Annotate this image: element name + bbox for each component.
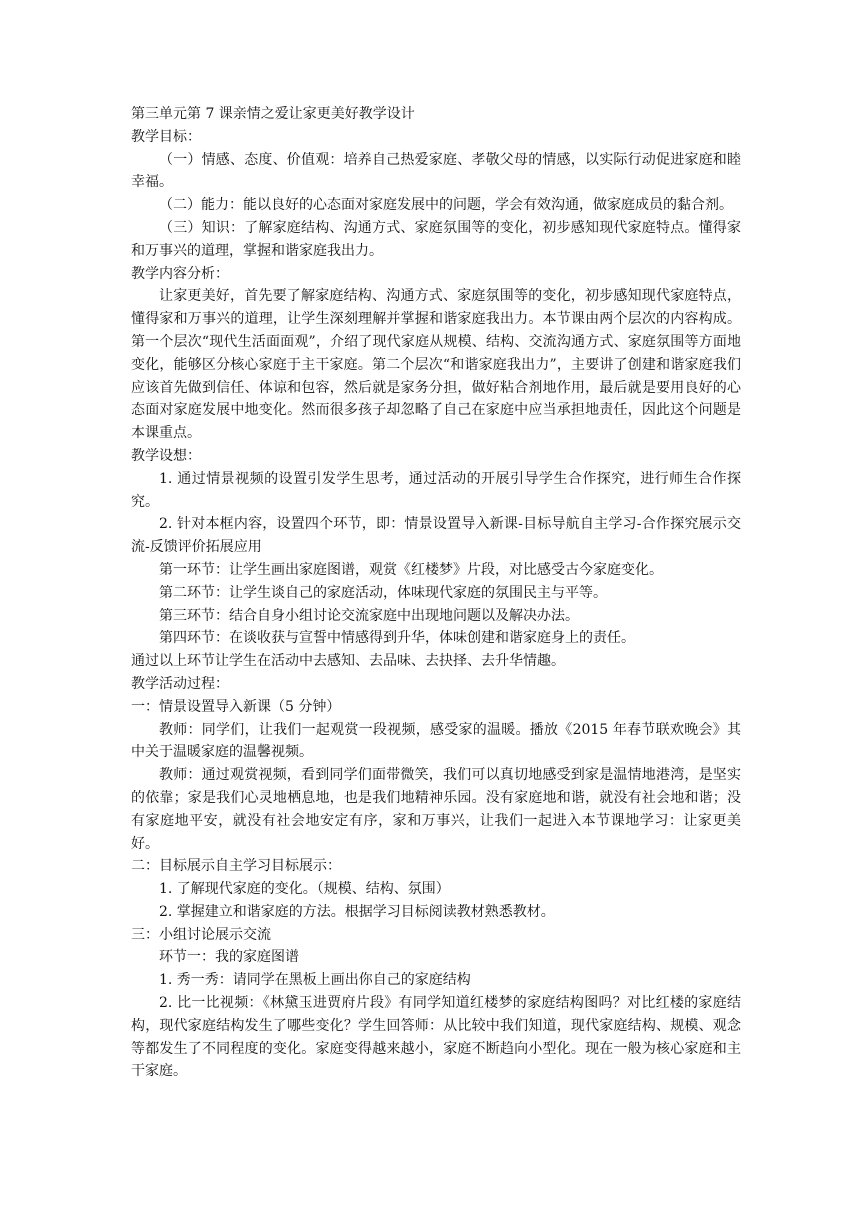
document-page	[131, 103, 741, 1083]
paragraph: （三）知识：了解家庭结构、沟通方式、家庭氛围等的变化，初步感知现代家庭特点。懂得家和万事兴的道理，掌握和谐家庭我出力。	[131, 219, 741, 259]
paragraph: 2. 针对本框内容，设置四个环节，即：情景设置导入新课-目标导航自主学习-合作探究展示交流-反馈评价拓展应用	[131, 516, 741, 556]
paragraph: （一）情感、态度、价值观：培养自己热爱家庭、孝敬父母的情感，以实际行动促进家庭和睦幸福。	[131, 151, 741, 191]
paragraph: 1. 通过情景视频的设置引发学生思考，通过活动的开展引导学生合作探究，进行师生合作探究。	[131, 470, 741, 510]
paragraph: 2. 掌握建立和谐家庭的方法。根据学习目标阅读教材熟悉教材。	[159, 903, 555, 920]
paragraph: 2. 比一比视频：《林黛玉进贾府片段》有同学知道红楼梦的家庭结构图吗？对比红楼的家庭结构，现代家庭结构发生了哪些变化？学生回答师：从比较中我们知道，现代家庭结构、规模、观念等都发生了不同程度的变化。家庭变得越来越小，家庭不断趋向小型化。现在一般为核心家庭和主干家庭。	[131, 995, 741, 1080]
paragraph: 第一环节：让学生画出家庭图谱，观赏《红楼梦》片段，对比感受古今家庭变化。	[159, 561, 663, 578]
document-title: 第三单元第 7 课亲情之爱让家更美好教学设计	[131, 106, 415, 122]
paragraph: 教学内容分析：	[131, 265, 229, 282]
paragraph: 一：情景设置导入新课（5 分钟）	[131, 698, 341, 715]
paragraph: 三：小组讨论展示交流	[131, 926, 271, 943]
paragraph: 环节一：我的家庭图谱	[159, 949, 299, 966]
paragraph: 第二环节：让学生谈自己的家庭活动，体味现代家庭的氛围民主与平等。	[159, 584, 607, 601]
paragraph: 第四环节：在谈收获与宣誓中情感得到升华，体味创建和谐家庭身上的责任。	[159, 630, 635, 647]
paragraph: 教学目标：	[131, 128, 201, 145]
paragraph: 1. 了解现代家庭的变化。（规模、结构、氛围）	[159, 881, 450, 898]
paragraph: 通过以上环节让学生在活动中去感知、去品味、去抉择、去升华情趣。	[131, 653, 565, 670]
paragraph: 二：目标展示自主学习目标展示：	[131, 858, 341, 875]
paragraph: 让家更美好，首先要了解家庭结构、沟通方式、家庭氛围等的变化，初步感知现代家庭特点，懂得家和万事兴的道理，让学生深刻理解并掌握和谐家庭我出力。本节课由两个层次的内容构成。第一个层次“现代生活面面观”，介绍了现代家庭从规模、结构、交流沟通方式、家庭氛围等方面地变化，能够区分核心家庭于主干家庭。第二个层次“和谐家庭我出力”，主要讲了创建和谐家庭我们应该首先做到信任、体谅和包容，然后就是家务分担，做好粘合剂地作用，最后就是要用良好的心态面对家庭发展中地变化。然而很多孩子却忽略了自己在家庭中应当承担地责任，因此这个问题是本课重点。	[131, 288, 741, 442]
paragraph: 1. 秀一秀：请同学在黑板上画出你自己的家庭结构	[159, 972, 471, 989]
paragraph: 教学设想：	[131, 447, 201, 464]
document-body	[131, 126, 741, 1083]
paragraph: 教师：通过观赏视频，看到同学们面带微笑，我们可以真切地感受到家是温情地港湾，是坚实的依靠；家是我们心灵地栖息地，也是我们地精神乐园。没有家庭地和谐，就没有社会地和谐；没有家庭地平安，就没有社会地安定有序，家和万事兴，让我们一起进入本节课地学习：让家更美好。	[131, 767, 741, 852]
paragraph: 教学活动过程：	[131, 675, 229, 692]
paragraph: （二）能力：能以良好的心态面对家庭发展中的问题，学会有效沟通，做家庭成员的黏合剂。	[159, 197, 733, 214]
paragraph: 第三环节：结合自身小组讨论交流家庭中出现地问题以及解决办法。	[159, 607, 579, 624]
paragraph: 教师：同学们，让我们一起观赏一段视频，感受家的温暖。播放《2015 年春节联欢晚会》其中关于温暖家庭的温馨视频。	[131, 721, 741, 761]
